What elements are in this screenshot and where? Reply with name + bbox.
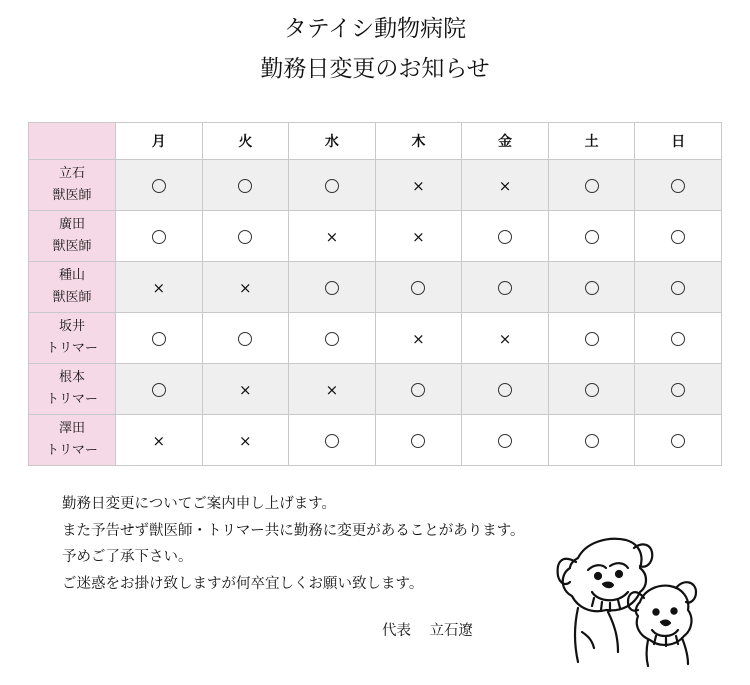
off-mark: × (325, 227, 339, 246)
staff-role: 獣医師 (52, 239, 92, 254)
staff-role: トリマー (46, 443, 98, 458)
schedule-cell (635, 160, 722, 211)
schedule-cell (375, 415, 462, 466)
table-corner-cell (29, 123, 116, 160)
schedule-cell (202, 160, 289, 211)
schedule-cell (635, 415, 722, 466)
working-mark (152, 230, 166, 244)
clinic-name: タテイシ動物病院 (283, 16, 467, 42)
working-mark (585, 179, 599, 193)
schedule-cell (635, 313, 722, 364)
schedule-cell (289, 415, 376, 466)
schedule-cell (202, 262, 289, 313)
off-mark: × (412, 176, 425, 195)
schedule-cell (289, 313, 376, 364)
schedule-cell (375, 160, 462, 211)
staff-label (29, 160, 116, 211)
working-mark (585, 434, 599, 448)
staff-role: トリマー (46, 392, 98, 407)
off-mark: × (239, 278, 252, 297)
schedule-header-row (29, 123, 722, 160)
working-mark (671, 179, 685, 193)
off-mark: × (239, 380, 252, 399)
working-mark (671, 230, 685, 244)
off-mark: × (152, 278, 166, 297)
schedule-cell (548, 211, 635, 262)
day-header: 月 (116, 123, 203, 160)
working-mark (325, 332, 339, 346)
staff-role: 獣医師 (52, 290, 92, 305)
day-header: 水 (289, 123, 376, 160)
notice-line: 予めご了承下さい。 (62, 549, 193, 565)
staff-name: 種山 (58, 268, 85, 283)
off-mark: × (239, 431, 252, 450)
working-mark (152, 332, 166, 346)
day-header: 木 (375, 123, 462, 160)
notice-title: 勤務日変更のお知らせ (260, 56, 490, 82)
working-mark (325, 281, 339, 295)
staff-row (29, 364, 722, 415)
staff-row (29, 313, 722, 364)
staff-name: 澤田 (58, 421, 85, 436)
notice-text (62, 491, 525, 597)
schedule-cell (462, 211, 549, 262)
signature (382, 619, 473, 640)
working-mark (411, 383, 425, 397)
working-mark (411, 281, 425, 295)
off-mark: × (412, 227, 425, 246)
working-mark (498, 230, 512, 244)
schedule-cell (635, 262, 722, 313)
off-mark: × (498, 329, 512, 348)
dog-pair-illustration (548, 528, 718, 668)
staff-role: トリマー (46, 341, 98, 356)
staff-role: 獣医師 (52, 188, 92, 203)
staff-name: 根本 (58, 370, 85, 385)
schedule-cell (462, 415, 549, 466)
schedule-cell (202, 313, 289, 364)
staff-label (29, 364, 116, 415)
schedule-cell (462, 364, 549, 415)
working-mark (498, 383, 512, 397)
working-mark (238, 179, 252, 193)
off-mark: × (412, 329, 425, 348)
schedule-cell (116, 160, 203, 211)
schedule-cell (289, 211, 376, 262)
notice-line: ご迷惑をお掛け致しますが何卒宜しくお願い致します。 (62, 575, 424, 592)
staff-name: 坂井 (58, 319, 85, 334)
schedule-cell (116, 211, 203, 262)
working-mark (585, 230, 599, 244)
working-mark (671, 434, 685, 448)
day-header: 土 (548, 123, 635, 160)
working-mark (671, 383, 685, 397)
staff-label (29, 415, 116, 466)
schedule-cell (462, 313, 549, 364)
working-mark (325, 434, 339, 448)
staff-label (29, 313, 116, 364)
notice-line: また予告せず獣医師・トリマー共に勤務に変更があることがあります。 (62, 522, 525, 539)
notice-line: 勤務日変更についてご案内申し上げます。 (62, 496, 337, 512)
schedule-cell (635, 364, 722, 415)
schedule-cell (548, 160, 635, 211)
working-mark (152, 383, 166, 397)
schedule-cell (289, 364, 376, 415)
working-mark (585, 383, 599, 397)
schedule-cell (375, 262, 462, 313)
schedule-cell (375, 211, 462, 262)
working-mark (671, 281, 685, 295)
schedule-cell (116, 313, 203, 364)
working-mark (585, 281, 599, 295)
staff-name: 立石 (58, 166, 85, 181)
working-mark (152, 179, 166, 193)
staff-row (29, 262, 722, 313)
working-mark (411, 434, 425, 448)
working-mark (238, 230, 252, 244)
working-mark (498, 281, 512, 295)
schedule-cell (116, 364, 203, 415)
working-mark (585, 332, 599, 346)
staff-row (29, 160, 722, 211)
staff-name: 廣田 (58, 217, 85, 232)
off-mark: × (498, 176, 512, 195)
working-mark (498, 434, 512, 448)
day-header: 火 (202, 123, 289, 160)
schedule-cell (202, 364, 289, 415)
schedule-cell (116, 262, 203, 313)
schedule-cell (462, 262, 549, 313)
schedule-cell (375, 313, 462, 364)
schedule-cell (202, 415, 289, 466)
day-header: 日 (635, 123, 722, 160)
working-mark (325, 179, 339, 193)
schedule-cell (548, 262, 635, 313)
schedule-cell (289, 262, 376, 313)
signature-name: 立石遼 (429, 623, 473, 639)
schedule-cell (202, 211, 289, 262)
schedule-cell (289, 160, 376, 211)
staff-row (29, 415, 722, 466)
schedule-cell (462, 160, 549, 211)
off-mark: × (152, 431, 166, 450)
off-mark: × (325, 380, 339, 399)
staff-label (29, 211, 116, 262)
staff-row (29, 211, 722, 262)
day-header: 金 (462, 123, 549, 160)
signature-title: 代表 (382, 623, 411, 639)
schedule-cell (116, 415, 203, 466)
staff-label (29, 262, 116, 313)
schedule-cell (548, 415, 635, 466)
schedule-cell (375, 364, 462, 415)
schedule-cell (548, 313, 635, 364)
schedule-table (28, 122, 722, 466)
schedule-cell (635, 211, 722, 262)
working-mark (238, 332, 252, 346)
schedule-cell (548, 364, 635, 415)
working-mark (671, 332, 685, 346)
